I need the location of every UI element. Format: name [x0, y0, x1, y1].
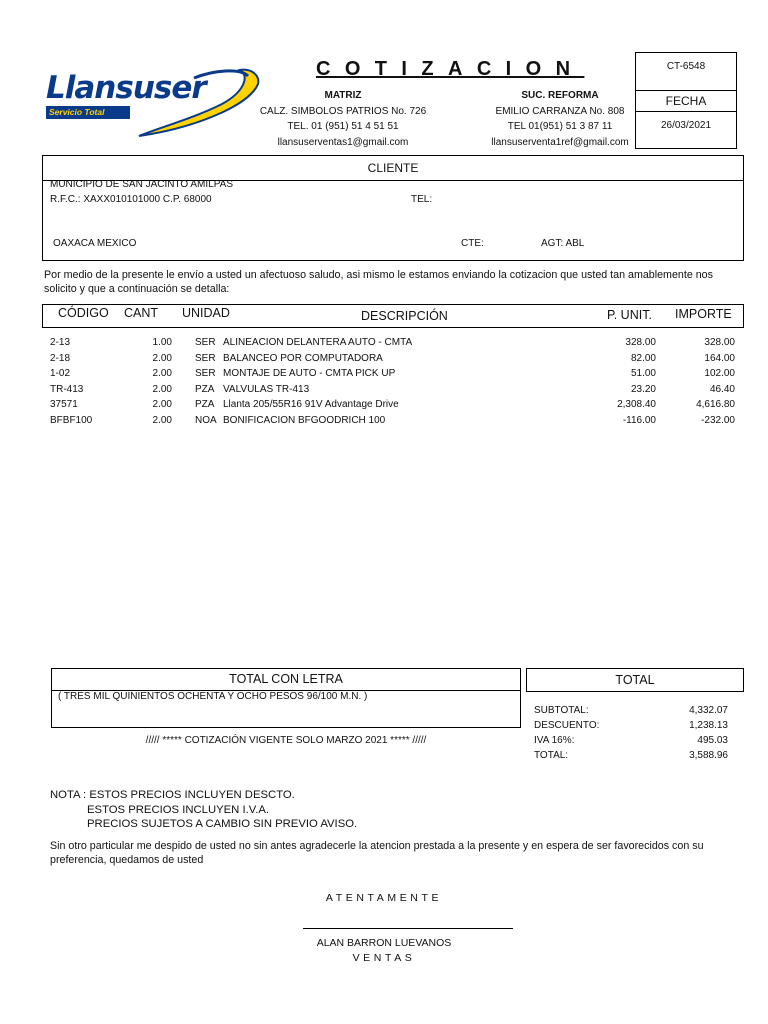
table-row	[0, 415, 768, 431]
client-agent: AGT: ABL	[541, 238, 585, 249]
total-letter-box	[51, 668, 521, 728]
cell-importe: 4,616.80	[696, 399, 735, 410]
company-logo	[44, 66, 262, 144]
cell-importe: 102.00	[704, 368, 735, 379]
signer-role: VENTAS	[352, 952, 416, 964]
closing-text: Sin otro particular me despido de usted no sin antes agradecerle la atencion prestada a la presente y en espera de ser favorecidos con su preferencia, quedamos de usted	[50, 840, 704, 866]
branch-name: SUC. REFORMA	[521, 90, 599, 101]
branch-email: llansuserventa1ref@gmail.com	[491, 136, 629, 148]
cell-desc: Llanta 205/55R16 91V Advantage Drive	[223, 399, 399, 410]
total-header: TOTAL	[526, 668, 744, 692]
col-cant: CANT	[124, 306, 159, 320]
table-row	[0, 399, 768, 415]
cell-unit: NOA	[195, 414, 217, 426]
table-row	[0, 368, 768, 384]
signature-line	[303, 928, 513, 929]
iva-row	[534, 735, 728, 751]
fecha-label: FECHA	[636, 90, 736, 112]
cell-desc: MONTAJE DE AUTO - CMTA PICK UP	[223, 368, 396, 379]
cell-code: 1-02	[50, 368, 71, 379]
total-letter-text: ( TRES MIL QUINIENTOS OCHENTA Y OCHO PESOS 96/100 M.N. )	[58, 691, 368, 702]
folio-number: CT-6548	[666, 61, 706, 72]
items-table-header	[42, 304, 744, 328]
total-label: TOTAL:	[534, 750, 569, 761]
validity-note: ///// ***** COTIZACIÓN VIGENTE SOLO MARZO 2021 ***** /////	[145, 735, 427, 746]
cell-cant: 1.00	[152, 337, 172, 348]
note-line: NOTA : ESTOS PRECIOS INCLUYEN DESCTO.	[50, 789, 295, 801]
col-code: CÓDIGO	[58, 306, 109, 320]
client-city: OAXACA MEXICO	[53, 238, 137, 249]
cell-cant: 2.00	[152, 399, 172, 410]
note-line: ESTOS PRECIOS INCLUYEN I.V.A.	[87, 803, 270, 816]
cell-punit: 23.20	[630, 383, 656, 395]
branch-reforma	[462, 88, 658, 150]
cell-code: 37571	[50, 399, 78, 410]
cell-code: 2-18	[50, 352, 71, 364]
branch-address: EMILIO CARRANZA No. 808	[495, 105, 625, 117]
atentamente: ATENTAMENTE	[325, 892, 443, 904]
cell-unit: SER	[195, 368, 216, 379]
table-row	[0, 337, 768, 353]
document-title: COTIZACION	[316, 58, 585, 80]
discount-value: 1,238.13	[689, 720, 728, 731]
total-row	[534, 750, 728, 766]
branch-address: CALZ. SIMBOLOS PATRIOS No. 726	[259, 105, 427, 117]
client-header: CLIENTE	[43, 156, 743, 181]
total-value: 3,588.96	[689, 750, 728, 761]
branch-phone: TEL. 01 (951) 51 4 51 51	[287, 121, 399, 132]
cell-desc: VALVULAS TR-413	[223, 383, 310, 395]
cell-desc: BONIFICACION BFGOODRICH 100	[223, 414, 386, 426]
cell-desc: ALINEACION DELANTERA AUTO - CMTA	[223, 337, 413, 348]
cell-cant: 2.00	[152, 383, 172, 395]
cell-cant: 2.00	[152, 368, 172, 379]
cell-importe: 164.00	[704, 352, 735, 364]
subtotal-label: SUBTOTAL:	[534, 705, 589, 716]
cell-unit: PZA	[195, 383, 215, 395]
cell-cant: 2.00	[152, 352, 172, 364]
logo-wordmark: Llansuser	[46, 70, 206, 106]
cell-importe: 46.40	[709, 383, 735, 395]
client-box	[42, 155, 744, 261]
branch-matriz	[248, 88, 438, 150]
subtotal-row	[534, 705, 728, 721]
discount-label: DESCUENTO:	[534, 720, 600, 731]
client-name: MUNICIPIO DE SAN JACINTO AMILPAS	[50, 179, 233, 190]
logo-tagline: Servicio Total	[46, 106, 130, 119]
col-unit: UNIDAD	[182, 306, 230, 320]
cell-unit: SER	[195, 352, 216, 364]
cell-importe: 328.00	[704, 337, 735, 348]
cell-desc: BALANCEO POR COMPUTADORA	[223, 352, 383, 364]
client-cte-label: CTE:	[461, 238, 484, 249]
cell-importe: -232.00	[701, 414, 735, 426]
signer-name: ALAN BARRON LUEVANOS	[316, 937, 452, 949]
notes	[50, 788, 357, 832]
cell-unit: PZA	[195, 399, 215, 410]
col-desc: DESCRIPCIÓN	[361, 309, 448, 323]
intro-text: Por medio de la presente le envío a usted un afectuoso saludo, asi mismo le estamos enviando la cotizacion que usted tan amablemente nos solicito y que a continuación se detalla:	[44, 269, 713, 295]
col-punit: P. UNIT.	[607, 308, 652, 322]
table-row	[0, 384, 768, 400]
discount-row	[534, 720, 728, 736]
cell-punit: 82.00	[630, 352, 656, 364]
cell-code: BFBF100	[50, 414, 93, 426]
branch-phone: TEL 01(951) 51 3 87 11	[507, 121, 613, 132]
client-rfc: R.F.C.: XAXX010101000 C.P. 68000	[50, 194, 212, 205]
cell-unit: SER	[195, 337, 216, 348]
branch-email: llansuserventas1@gmail.com	[277, 136, 409, 148]
table-row	[0, 353, 768, 369]
subtotal-value: 4,332.07	[689, 705, 728, 716]
cell-punit: -116.00	[622, 414, 656, 426]
cell-cant: 2.00	[152, 414, 172, 426]
note-line: PRECIOS SUJETOS A CAMBIO SIN PREVIO AVISO.	[87, 818, 358, 830]
branch-name: MATRIZ	[324, 90, 362, 101]
cell-code: 2-13	[50, 337, 71, 348]
cell-punit: 51.00	[630, 368, 656, 379]
cell-punit: 328.00	[625, 337, 656, 348]
col-importe: IMPORTE	[675, 307, 732, 321]
cell-punit: 2,308.40	[617, 399, 656, 410]
folio-box	[635, 52, 737, 149]
client-tel-label: TEL:	[411, 194, 433, 205]
cell-code: TR-413	[50, 383, 84, 395]
iva-label: IVA 16%:	[534, 735, 575, 746]
total-letter-header: TOTAL CON LETRA	[52, 669, 520, 691]
iva-value: 495.03	[697, 735, 728, 746]
fecha-value: 26/03/2021	[660, 120, 712, 131]
